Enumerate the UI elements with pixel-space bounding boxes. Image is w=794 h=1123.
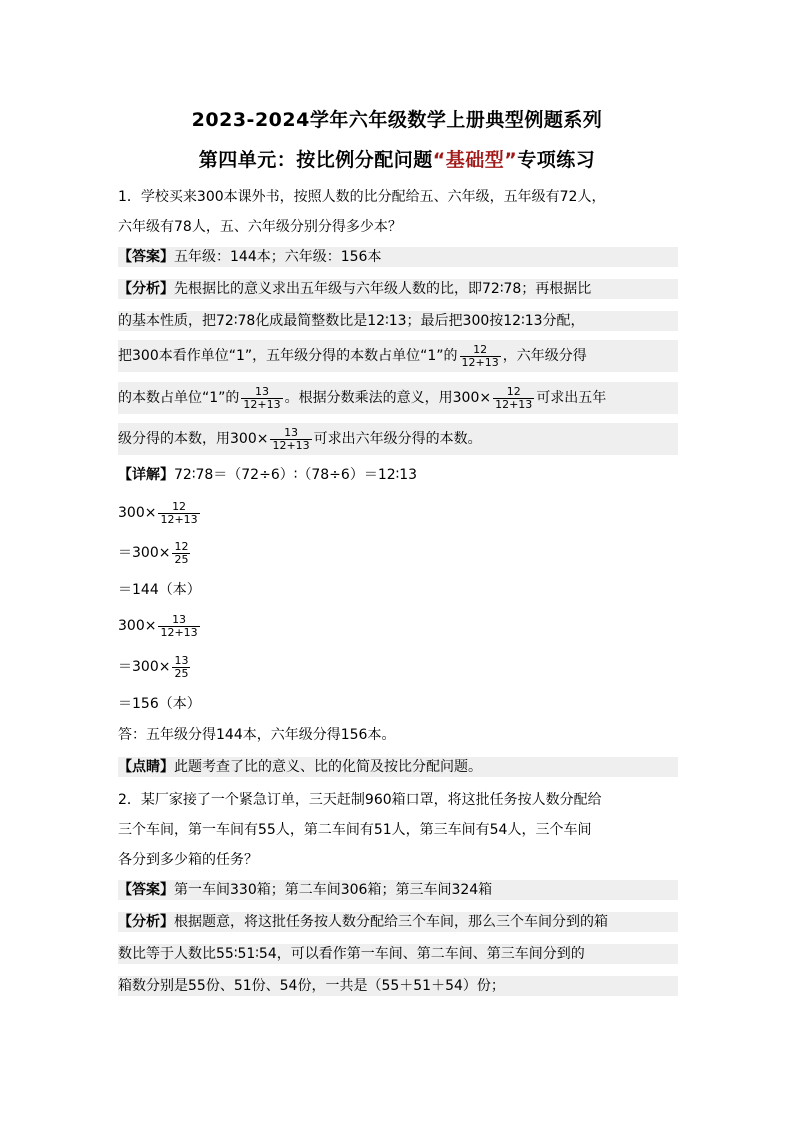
q1-analysis-line-1 [118,279,678,299]
analysis-text: 的本数占单位“1”的 [118,390,240,406]
tip-text: 此题考查了比的意义、比的化简及按比分配问题。 [174,759,482,775]
q1-analysis-line-5 [118,423,678,455]
q1-analysis-line-4 [118,382,678,414]
analysis-text: 可求出五年 [536,390,607,406]
q2-answer [118,880,678,900]
document-title: 2023-2024学年六年级数学上册典型例题系列 [191,109,603,131]
q2-analysis-line-1 [118,912,678,932]
fraction: $\frac{12}{12+13}$ [461,342,499,369]
answer-text: 第一车间330箱；第二车间306箱；第三车间324箱 [174,882,493,898]
analysis-text: ，六年级分得 [502,348,587,364]
answer-text: 五年级：144本；六年级：156本 [174,249,382,265]
q1-text-line-1: 1．学校买来300本课外书，按照人数的比分配给五、六年级，五年级有72人， [118,189,606,205]
subtitle-suffix: 专项练习 [517,149,596,171]
q2-analysis-line-3: 箱数分别是55份、51份、54份，一共是（55＋51＋54）份； [118,976,678,996]
analysis-tag: 【分析】 [118,281,174,297]
q1-analysis-line-2: 的基本性质，把72∶78化成最简整数比是12∶13；最后把300按12∶13分配， [118,311,678,331]
q1-step-1: 300× $\frac{12}{12+13}$ [118,499,198,526]
fraction: $\frac{12}{12+13}$ [495,384,533,411]
q1-detail [118,465,678,485]
tip-tag: 【点睛】 [118,759,174,775]
q1-step-4: 300× $\frac{13}{12+13}$ [118,612,198,639]
analysis-tag: 【分析】 [118,914,174,930]
fraction: $\frac{13}{12+13}$ [160,612,198,639]
analysis-text: 级分得的本数，用300× [118,431,269,447]
q1-step-2: ＝300× $\frac{12}{25}$ [118,539,189,566]
detail-tag: 【详解】 [118,467,174,483]
subtitle-prefix: 第四单元：按比例分配问题 [198,149,433,171]
analysis-text: 先根据比的意义求出五年级与六年级人数的比，即72∶78；再根据比 [174,281,592,297]
q1-step-3: ＝144（本） [118,582,201,598]
answer-tag: 【答案】 [118,882,174,898]
fraction: $\frac{12}{25}$ [174,539,189,566]
fraction: $\frac{12}{12+13}$ [160,499,198,526]
document-subtitle [0,145,794,172]
detail-text: 72∶78＝（72÷6）∶（78÷6）＝12∶13 [174,467,418,483]
q2-text-line-3: 各分到多少箱的任务？ [118,852,258,868]
analysis-text: 根据题意，将这批任务按人数分配给三个车间，那么三个车间分到的箱 [174,914,608,930]
analysis-text: 。根据分数乘法的意义，用300× [284,390,492,406]
q1-step-5: ＝300× $\frac{13}{25}$ [118,653,189,680]
fraction: $\frac{13}{12+13}$ [243,384,281,411]
subtitle-highlight: “基础型” [432,149,518,171]
analysis-text: 把300本看作单位“1”，五年级分得的本数占单位“1”的 [118,348,458,364]
q1-step-6: ＝156（本） [118,696,201,712]
q1-tip [118,757,678,777]
answer-tag: 【答案】 [118,249,174,265]
q1-final-answer: 答：五年级分得144本，六年级分得156本。 [118,727,396,743]
q2-analysis-line-2: 数比等于人数比55∶51∶54，可以看作第一车间、第二车间、第三车间分到的 [118,944,678,964]
q1-text-line-2: 六年级有78人，五、六年级分别分得多少本？ [118,219,402,235]
fraction: $\frac{13}{25}$ [174,653,189,680]
q1-answer [118,247,678,267]
fraction: $\frac{13}{12+13}$ [272,425,310,452]
analysis-text: 可求出六年级分得的本数。 [313,431,482,447]
q1-analysis-line-3 [118,340,678,372]
q2-text-line-2: 三个车间，第一车间有55人，第二车间有51人，第三车间有54人，三个车间 [118,822,592,838]
q2-text-line-1: 2．某厂家接了一个紧急订单，三天赶制960箱口罩，将这批任务按人数分配给 [118,792,602,808]
